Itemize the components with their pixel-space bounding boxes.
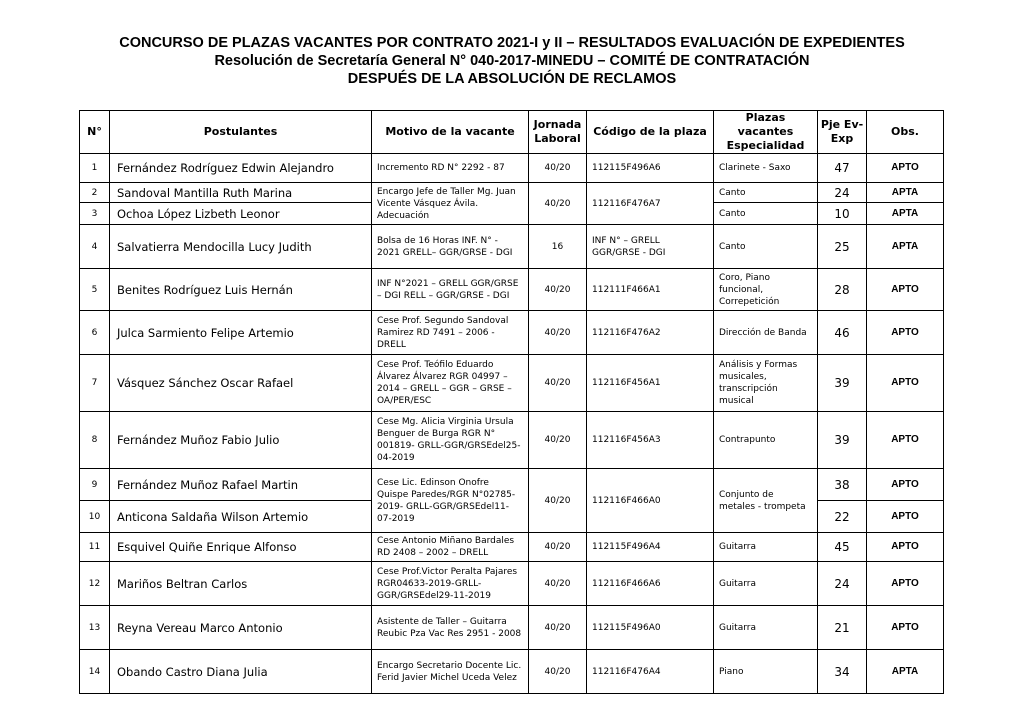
status-badge: APTA [867,183,944,203]
table-row [80,183,944,203]
score: 39 [818,412,867,469]
table-row [80,269,944,311]
applicant-name: Vásquez Sánchez Oscar Rafael [110,355,372,412]
title-line-1: CONCURSO DE PLAZAS VACANTES POR CONTRATO 2021-I y II – RESULTADOS EVALUACIÓN DE EXPEDIENTES [119,35,905,51]
table-row [80,469,944,501]
header-jornada-line2: Laboral [534,132,581,145]
header-pje-line2: Exp [830,132,854,145]
vacancy-reason: Cese Prof. Segundo Sandoval Ramirez RD 7491 – 2006 - DRELL [372,311,529,355]
specialty: Análisis y Formas musicales, transcripción musical [714,355,818,412]
table-row [80,225,944,269]
score: 47 [818,154,867,183]
workload: 40/20 [529,469,587,533]
table-row [80,355,944,412]
specialty: Piano [714,650,818,694]
score: 24 [818,183,867,203]
row-number: 11 [80,533,110,562]
header-plazas-line2: Especialidad [726,139,805,152]
status-badge: APTO [867,501,944,533]
row-number: 8 [80,412,110,469]
header-plazas [714,111,818,154]
score: 45 [818,533,867,562]
vacancy-reason: Bolsa de 16 Horas INF. N° - 2021 GRELL– GGR/GRSE - DGI [372,225,529,269]
position-code: 112116F466A6 [587,562,714,606]
title-line-2: Resolución de Secretaría General N° 040-2017-MINEDU – COMITÉ DE CONTRATACIÓN [214,53,810,69]
status-badge: APTO [867,469,944,501]
workload: 40/20 [529,606,587,650]
position-code: 112115F496A0 [587,606,714,650]
header-obs: Obs. [867,111,944,154]
row-number: 6 [80,311,110,355]
specialty: Clarinete - Saxo [714,154,818,183]
header-codigo: Código de la plaza [587,111,714,154]
header-pje-line1: Pje Ev- [820,118,864,131]
table-row [80,311,944,355]
status-badge: APTA [867,225,944,269]
table-row [80,606,944,650]
applicant-name: Anticona Saldaña Wilson Artemio [110,501,372,533]
position-code: 112116F466A0 [587,469,714,533]
specialty: Guitarra [714,533,818,562]
workload: 40/20 [529,311,587,355]
position-code: 112115F496A4 [587,533,714,562]
workload: 40/20 [529,183,587,225]
status-badge: APTO [867,412,944,469]
row-number: 14 [80,650,110,694]
applicant-name: Fernández Muñoz Fabio Julio [110,412,372,469]
specialty: Guitarra [714,606,818,650]
row-number: 12 [80,562,110,606]
workload: 16 [529,225,587,269]
status-badge: APTO [867,311,944,355]
vacancy-reason: Cese Lic. Edinson Onofre Quispe Paredes/RGR N°02785-2019- GRLL-GGR/GRSEdel11-07-2019 [372,469,529,533]
applicant-name: Fernández Muñoz Rafael Martin [110,469,372,501]
specialty: Coro, Piano funcional, Correpetición [714,269,818,311]
workload: 40/20 [529,562,587,606]
row-number: 7 [80,355,110,412]
applicant-name: Esquivel Quiñe Enrique Alfonso [110,533,372,562]
row-number: 5 [80,269,110,311]
applicant-name: Reyna Vereau Marco Antonio [110,606,372,650]
position-code: 112111F466A1 [587,269,714,311]
status-badge: APTO [867,355,944,412]
row-number: 3 [80,203,110,225]
specialty: Guitarra [714,562,818,606]
score: 24 [818,562,867,606]
results-table [79,110,944,694]
status-badge: APTO [867,154,944,183]
position-code: 112116F476A7 [587,183,714,225]
row-number: 10 [80,501,110,533]
vacancy-reason: Asistente de Taller – Guitarra Reubic Pza Vac Res 2951 - 2008 [372,606,529,650]
vacancy-reason: Cese Antonio Miñano Bardales RD 2408 – 2002 – DRELL [372,533,529,562]
specialty: Canto [714,183,818,203]
vacancy-reason: Cese Prof. Teófilo Eduardo Álvarez Álvarez RGR 04997 – 2014 – GRELL – GGR – GRSE – OA/PER/ESC [372,355,529,412]
vacancy-reason: Cese Prof.Victor Peralta Pajares RGR04633-2019-GRLL-GGR/GRSEdel29-11-2019 [372,562,529,606]
vacancy-reason: Incremento RD N° 2292 - 87 [372,154,529,183]
table-row [80,412,944,469]
specialty: Conjunto de metales - trompeta [714,469,818,533]
score: 25 [818,225,867,269]
status-badge: APTA [867,650,944,694]
workload: 40/20 [529,355,587,412]
row-number: 1 [80,154,110,183]
title-line-3: DESPUÉS DE LA ABSOLUCIÓN DE RECLAMOS [347,71,677,87]
score: 22 [818,501,867,533]
applicant-name: Sandoval Mantilla Ruth Marina [110,183,372,203]
vacancy-reason: Encargo Jefe de Taller Mg. Juan Vicente Vásquez Ávila. Adecuación [372,183,529,225]
position-code: 112116F456A1 [587,355,714,412]
position-code: 112116F476A4 [587,650,714,694]
header-motivo: Motivo de la vacante [372,111,529,154]
score: 38 [818,469,867,501]
applicant-name: Mariños Beltran Carlos [110,562,372,606]
workload: 40/20 [529,269,587,311]
status-badge: APTO [867,269,944,311]
specialty: Contrapunto [714,412,818,469]
workload: 40/20 [529,650,587,694]
header-postulantes: Postulantes [110,111,372,154]
status-badge: APTO [867,606,944,650]
applicant-name: Obando Castro Diana Julia [110,650,372,694]
score: 28 [818,269,867,311]
applicant-name: Fernández Rodríguez Edwin Alejandro [110,154,372,183]
workload: 40/20 [529,154,587,183]
status-badge: APTO [867,562,944,606]
row-number: 13 [80,606,110,650]
table-row [80,650,944,694]
vacancy-reason: INF N°2021 – GRELL GGR/GRSE – DGI RELL – GGR/GRSE - DGI [372,269,529,311]
position-code: 112115F496A6 [587,154,714,183]
workload: 40/20 [529,412,587,469]
table-header-row [80,111,944,154]
table-row [80,154,944,183]
header-pje [818,111,867,154]
vacancy-reason: Encargo Secretario Docente Lic. Ferid Javier Michel Uceda Velez [372,650,529,694]
header-jornada [529,111,587,154]
vacancy-reason: Cese Mg. Alicia Virginia Ursula Benguer de Burga RGR N° 001819- GRLL-GGR/GRSEdel25-04-2019 [372,412,529,469]
workload: 40/20 [529,533,587,562]
specialty: Canto [714,225,818,269]
specialty: Canto [714,203,818,225]
table-row [80,533,944,562]
header-jornada-line1: Jornada [533,118,582,131]
applicant-name: Julca Sarmiento Felipe Artemio [110,311,372,355]
document-title [0,34,1024,88]
score: 10 [818,203,867,225]
position-code: INF N° – GRELL GGR/GRSE - DGI [587,225,714,269]
header-plazas-line1: Plazas vacantes [737,111,794,138]
specialty: Dirección de Banda [714,311,818,355]
applicant-name: Ochoa López Lizbeth Leonor [110,203,372,225]
position-code: 112116F456A3 [587,412,714,469]
row-number: 2 [80,183,110,203]
header-number: N° [80,111,110,154]
table-row [80,562,944,606]
score: 39 [818,355,867,412]
status-badge: APTA [867,203,944,225]
row-number: 9 [80,469,110,501]
position-code: 112116F476A2 [587,311,714,355]
score: 34 [818,650,867,694]
score: 46 [818,311,867,355]
row-number: 4 [80,225,110,269]
score: 21 [818,606,867,650]
applicant-name: Salvatierra Mendocilla Lucy Judith [110,225,372,269]
status-badge: APTO [867,533,944,562]
applicant-name: Benites Rodríguez Luis Hernán [110,269,372,311]
